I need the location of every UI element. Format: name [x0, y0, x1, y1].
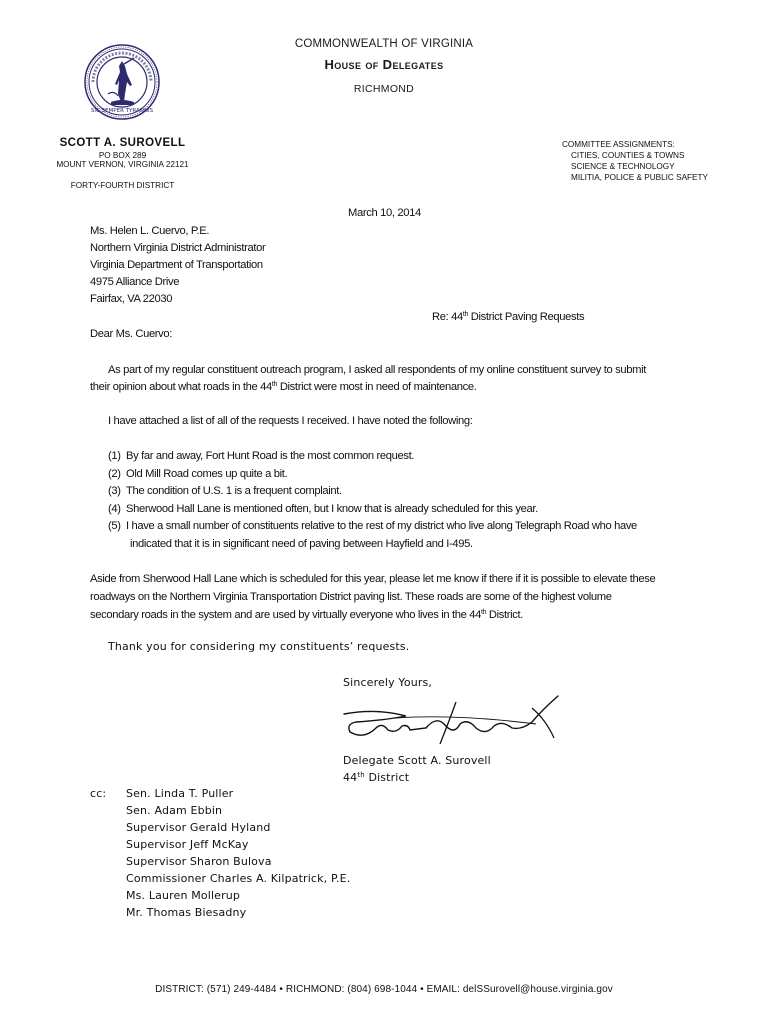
state-heading: COMMONWEALTH OF VIRGINIA	[294, 38, 474, 50]
committee-item: CITIES, COUNTIES & TOWNS	[571, 151, 685, 160]
closing: Sincerely Yours,	[343, 676, 433, 689]
committee-item: MILITIA, POLICE & PUBLIC SAFETY	[571, 173, 708, 182]
list-item-continuation: indicated that it is in significant need of paving between Hayfield and I-495.	[130, 537, 473, 550]
signer-block	[343, 752, 491, 786]
recipient-line: Fairfax, VA 22030	[90, 293, 173, 305]
paragraph-2: I have attached a list of all of the requests I received. I have noted the following:	[108, 415, 473, 427]
letter-date: March 10, 2014	[348, 207, 421, 219]
recipient-line: Northern Virginia District Administrator	[90, 242, 266, 254]
paragraph-1: As part of my regular constituent outreach program, I asked all respondents of my online constituent survey to submit their opinion about what roads in the 44th District were most in need of maintenance.	[90, 364, 646, 393]
signer-name: Delegate Scott A. Surovell	[343, 754, 491, 767]
sender-block	[40, 137, 205, 190]
recipient-line: Virginia Department of Transportation	[90, 259, 263, 271]
re-line: Re: 44th District Paving Requests	[432, 311, 585, 323]
footer-contact: DISTRICT: (571) 249-4484 • RICHMOND: (804) 698-1044 • EMAIL: delSSurovell@house.virginia.gov	[155, 984, 613, 995]
signature	[336, 694, 566, 748]
virginia-seal	[84, 44, 160, 120]
list-item: (2) Old Mill Road comes up quite a bit.	[108, 467, 288, 480]
salutation: Dear Ms. Cuervo:	[90, 328, 173, 340]
list-item: (3) The condition of U.S. 1 is a frequent complaint.	[108, 485, 342, 497]
committee-item: SCIENCE & TECHNOLOGY	[571, 162, 675, 171]
sender-po-box: PO BOX 289	[98, 151, 147, 160]
committee-heading: COMMITTEE ASSIGNMENTS:	[562, 140, 675, 149]
committee-block	[562, 139, 708, 183]
cc-label: cc:	[90, 787, 107, 800]
list-item: (4) Sherwood Hall Lane is mentioned often, but I know that is already scheduled for this year.	[108, 502, 538, 515]
cc-name: Commissioner Charles A. Kilpatrick, P.E.	[126, 872, 351, 885]
cc-name: Supervisor Gerald Hyland	[126, 821, 271, 834]
svg-text:SIC SEMPER TYRANNIS: SIC SEMPER TYRANNIS	[90, 108, 154, 114]
paragraph-3: Aside from Sherwood Hall Lane which is scheduled for this year, please let me know if there if it is possible to elevate these roadways on the Northern Virginia Transportation District paving list. These roads are some of the highest volume secondary roads in the system and are used by virtually everyone who lives in the 44th District.	[90, 573, 656, 621]
cc-name: Supervisor Jeff McKay	[126, 838, 249, 851]
sender-name: SCOTT A. SUROVELL	[59, 137, 186, 149]
numbered-list	[108, 448, 637, 553]
recipient-line: Ms. Helen L. Cuervo, P.E.	[90, 225, 210, 237]
list-item: (1) By far and away, Fort Hunt Road is the most common request.	[108, 450, 415, 462]
sender-district: FORTY-FOURTH DISTRICT	[70, 181, 175, 190]
house-heading: House of Delegates	[324, 57, 444, 72]
list-item: (5) I have a small number of constituents relative to the rest of my district who live along Telegraph Road who have	[108, 520, 637, 532]
cc-name: Ms. Lauren Mollerup	[126, 889, 240, 902]
thanks-line: Thank you for considering my constituents’ requests.	[108, 640, 410, 653]
recipient-line: 4975 Alliance Drive	[90, 276, 180, 288]
cc-name: Mr. Thomas Biesadny	[126, 906, 247, 919]
recipient-address	[90, 223, 265, 308]
cc-name: Sen. Linda T. Puller	[126, 787, 234, 800]
sender-city: MOUNT VERNON, VIRGINIA 22121	[56, 160, 189, 169]
cc-name: Supervisor Sharon Bulova	[126, 855, 272, 868]
city-heading: RICHMOND	[353, 83, 415, 95]
signer-district: 44th District	[343, 771, 410, 784]
cc-list	[126, 787, 350, 923]
cc-name: Sen. Adam Ebbin	[126, 804, 223, 817]
